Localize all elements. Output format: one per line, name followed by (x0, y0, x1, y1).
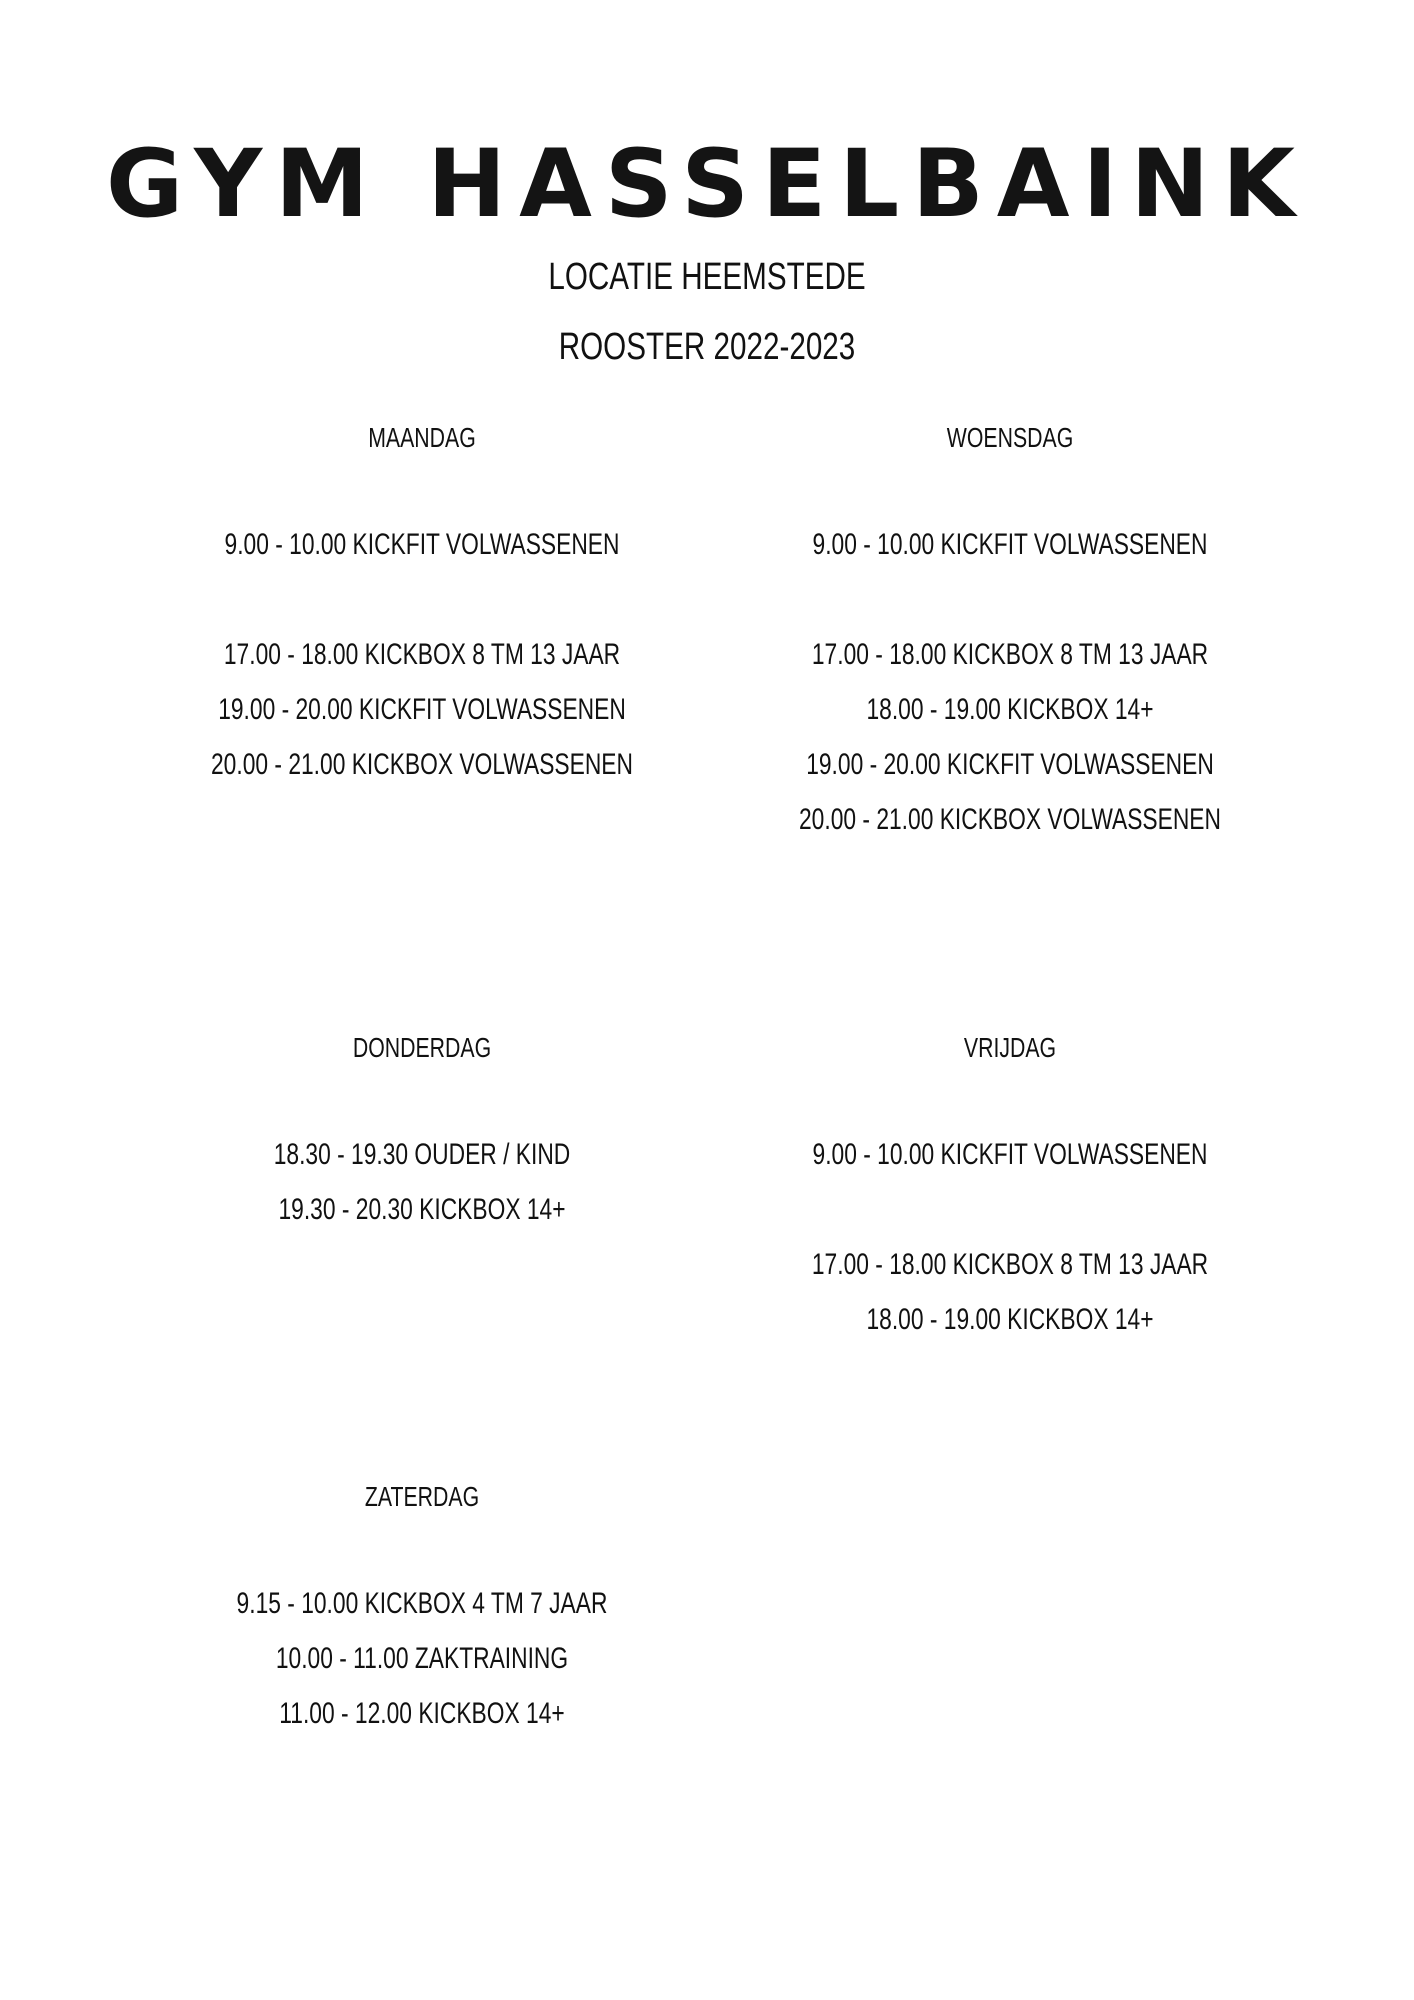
slot-list-thursday (122, 1140, 722, 1250)
time-slot: 9.00 - 10.00 KICKFIT VOLWASSENEN (812, 1138, 1208, 1171)
time-slot: 18.30 - 19.30 OUDER / KIND (273, 1138, 571, 1171)
time-slot: 9.15 - 10.00 KICKBOX 4 TM 7 JAAR (236, 1587, 608, 1620)
time-slot: 17.00 - 18.00 KICKBOX 8 TM 13 JAAR (811, 638, 1209, 671)
location-title: LOCATIE HEEMSTEDE (548, 256, 866, 298)
time-slot: 9.00 - 10.00 KICKFIT VOLWASSENEN (812, 528, 1208, 561)
time-slot: 19.00 - 20.00 KICKFIT VOLWASSENEN (218, 693, 626, 726)
time-slot: 18.00 - 19.00 KICKBOX 14+ (866, 693, 1154, 726)
slot-gap (710, 1195, 1310, 1250)
time-slot: 17.00 - 18.00 KICKBOX 8 TM 13 JAAR (223, 638, 621, 671)
gym-logo: GYM HASSELBAINK (105, 130, 1308, 239)
day-block-saturday (122, 1483, 722, 1754)
day-name-thursday: DONDERDAG (352, 1032, 492, 1063)
day-name-friday: VRIJDAG (963, 1032, 1057, 1063)
slot-gap (122, 585, 722, 640)
time-slot: 18.00 - 19.00 KICKBOX 14+ (866, 1303, 1154, 1336)
time-slot: 20.00 - 21.00 KICKBOX VOLWASSENEN (211, 748, 633, 781)
schedule-title: ROOSTER 2022-2023 (558, 326, 856, 368)
day-name-wednesday: WOENSDAG (946, 422, 1074, 453)
slot-list-wednesday (710, 530, 1310, 860)
time-slot: 10.00 - 11.00 ZAKTRAINING (275, 1642, 569, 1675)
slot-list-saturday (122, 1589, 722, 1754)
day-name-monday: MAANDAG (368, 422, 476, 453)
day-block-friday (710, 1034, 1310, 1360)
day-block-monday (122, 424, 722, 805)
time-slot: 9.00 - 10.00 KICKFIT VOLWASSENEN (224, 528, 620, 561)
time-slot: 17.00 - 18.00 KICKBOX 8 TM 13 JAAR (811, 1248, 1209, 1281)
day-block-thursday (122, 1034, 722, 1250)
time-slot: 19.30 - 20.30 KICKBOX 14+ (278, 1193, 566, 1226)
slot-list-friday (710, 1140, 1310, 1360)
time-slot: 20.00 - 21.00 KICKBOX VOLWASSENEN (799, 803, 1221, 836)
time-slot: 19.00 - 20.00 KICKFIT VOLWASSENEN (806, 748, 1214, 781)
slot-list-monday (122, 530, 722, 805)
day-name-saturday: ZATERDAG (364, 1481, 480, 1512)
day-block-wednesday (710, 424, 1310, 860)
time-slot: 11.00 - 12.00 KICKBOX 14+ (279, 1697, 565, 1730)
slot-gap (710, 585, 1310, 640)
